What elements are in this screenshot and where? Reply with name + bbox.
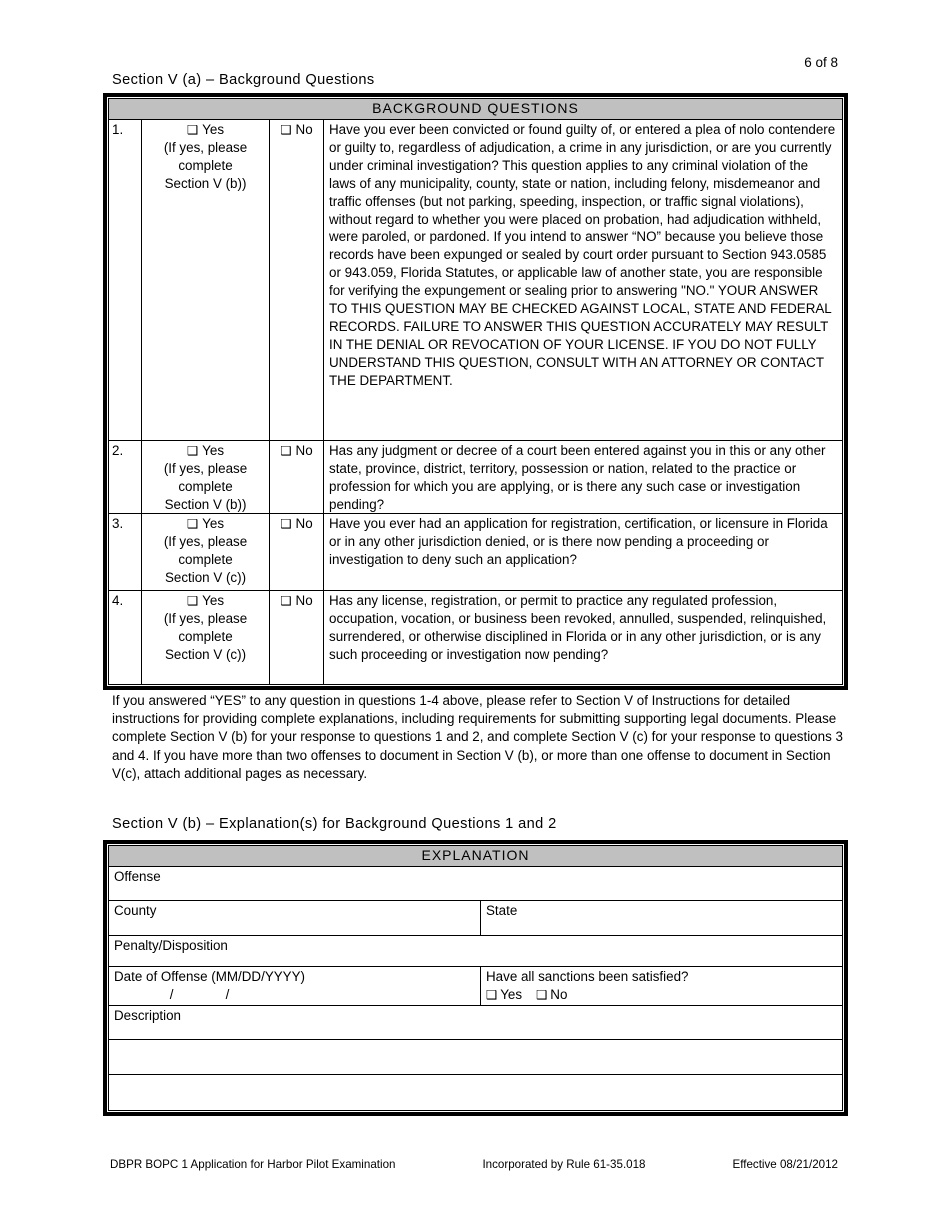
county-label: County	[114, 903, 157, 918]
yes-note-line: complete	[178, 478, 233, 494]
question-3-text-cell	[324, 514, 843, 591]
yes-note-line: Section V (b))	[164, 175, 247, 191]
offense-field[interactable]	[109, 867, 843, 901]
description-blank-row	[109, 1074, 843, 1110]
sanctions-yes-label: Yes	[500, 986, 523, 1002]
yes-checkbox-icon[interactable]: ❑	[186, 122, 199, 137]
question-number: 1.	[109, 120, 142, 441]
description-write-in-area[interactable]	[109, 1074, 843, 1110]
footer-rule: Incorporated by Rule 61-35.018	[482, 1158, 646, 1171]
date-of-offense-field[interactable]	[109, 967, 481, 1006]
no-checkbox-icon[interactable]: ❑	[280, 593, 292, 608]
explanation-table	[103, 840, 848, 1116]
question-number: 2.	[109, 441, 142, 514]
no-checkbox-icon[interactable]: ❑	[280, 443, 292, 458]
question-2-no-cell	[270, 441, 324, 514]
yes-note-line: (If yes, please	[163, 139, 248, 155]
penalty-row	[109, 936, 843, 967]
question-3-yes-cell	[142, 514, 270, 591]
question-2-yes-cell	[142, 441, 270, 514]
question-text: Has any judgment or decree of a court been entered against you in this or any other state, province, district, territory, possession or nation, related to the practice or profession for which you are applying, or is there any such case or investigation pending?	[329, 443, 826, 512]
sanctions-no-checkbox-icon[interactable]: ❑	[536, 986, 548, 1002]
footer-form-name: DBPR BOPC 1 Application for Harbor Pilot Examination	[110, 1158, 396, 1171]
state-field[interactable]	[481, 901, 843, 936]
question-2-text-cell	[324, 441, 843, 514]
question-row-2	[109, 441, 843, 514]
yes-label: Yes	[202, 122, 225, 137]
yes-note-line: (If yes, please	[163, 533, 248, 549]
yes-note-line: Section V (b))	[164, 496, 247, 512]
description-write-in-area[interactable]	[109, 1039, 843, 1074]
yes-checkbox-icon[interactable]: ❑	[186, 593, 199, 608]
question-number: 3.	[109, 514, 142, 591]
question-row-3	[109, 514, 843, 591]
background-questions-table	[103, 93, 848, 690]
state-label: State	[486, 903, 518, 918]
yes-label: Yes	[202, 443, 225, 458]
footer-effective-date: Effective 08/21/2012	[732, 1158, 838, 1171]
yes-label: Yes	[202, 516, 225, 531]
explanation-title: EXPLANATION	[109, 846, 843, 867]
offense-row	[109, 867, 843, 901]
question-4-yes-cell	[142, 591, 270, 685]
no-checkbox-icon[interactable]: ❑	[280, 122, 292, 137]
sanctions-no-label: No	[550, 986, 568, 1002]
yes-checkbox-icon[interactable]: ❑	[186, 443, 199, 458]
yes-note-line: complete	[178, 157, 233, 173]
question-3-no-cell	[270, 514, 324, 591]
yes-note-line: (If yes, please	[163, 460, 248, 476]
sanctions-yes-checkbox-icon[interactable]: ❑	[486, 986, 498, 1002]
question-row-1	[109, 120, 843, 441]
description-label: Description	[114, 1007, 181, 1023]
question-row-4	[109, 591, 843, 685]
yes-note-line: complete	[178, 551, 233, 567]
county-field[interactable]	[109, 901, 481, 936]
yes-note-line: Section V (c))	[164, 569, 247, 585]
description-row	[109, 1005, 843, 1039]
penalty-field[interactable]	[109, 936, 843, 967]
background-questions-title: BACKGROUND QUESTIONS	[109, 99, 843, 120]
no-label: No	[295, 516, 313, 531]
yes-note-line: complete	[178, 628, 233, 644]
question-1-yes-cell	[142, 120, 270, 441]
sanctions-field	[481, 967, 843, 1006]
penalty-label: Penalty/Disposition	[114, 938, 228, 953]
no-label: No	[295, 593, 313, 608]
yes-checkbox-icon[interactable]: ❑	[186, 516, 199, 531]
page-footer	[110, 1158, 838, 1171]
question-text: Has any license, registration, or permit to practice any regulated profession, occupation, vocation, or business been revoked, annulled, suspended, relinquished, surrendered, or otherwise disciplined in Florida or in any other jurisdiction, or is any such proceeding or investigation now pending?	[329, 593, 827, 662]
question-text: Have you ever had an application for registration, certification, or licensure in Florida or in any other jurisdiction denied, or is there now pending a proceeding or investigation to deny such an application?	[329, 516, 828, 567]
sanctions-label: Have all sanctions been satisfied?	[486, 969, 689, 984]
question-1-text-cell	[324, 120, 843, 441]
question-number: 4.	[109, 591, 142, 685]
no-label: No	[295, 122, 313, 137]
no-checkbox-icon[interactable]: ❑	[280, 516, 292, 531]
date-slashes: / /	[114, 986, 230, 1002]
date-sanctions-row	[109, 967, 843, 1006]
yes-note-line: (If yes, please	[163, 610, 248, 626]
section-b-heading: Section V (b) – Explanation(s) for Background Questions 1 and 2	[112, 816, 557, 832]
page-number: 6 of 8	[804, 55, 838, 70]
question-1-no-cell	[270, 120, 324, 441]
question-4-text-cell	[324, 591, 843, 685]
question-4-no-cell	[270, 591, 324, 685]
description-field[interactable]	[109, 1005, 843, 1039]
county-state-row	[109, 901, 843, 936]
offense-label: Offense	[114, 869, 161, 884]
yes-label: Yes	[202, 593, 225, 608]
no-label: No	[295, 443, 313, 458]
yes-note-line: Section V (c))	[164, 646, 247, 662]
description-blank-row	[109, 1039, 843, 1074]
instructions-paragraph: If you answered “YES” to any question in questions 1-4 above, please refer to Section V of Instructions for detailed instructions for providing complete explanations, including requirements for submitting supporting legal documents. Please complete Section V (b) for your response to questions 1 and 2, and complete Section V (c) for your response to questions 3 and 4. If you have more than two offenses to document in Section V (b), or more than one offense to document in Section V(c), attach additional pages as necessary.	[112, 693, 843, 781]
question-text: Have you ever been convicted or found guilty of, or entered a plea of nolo contendere or guilty to, regardless of adjudication, a crime in any jurisdiction, or are you currently under criminal investigation? This question applies to any criminal violation of the laws of any municipality, county, state or nation, including felony, misdemeanor and traffic offenses (but not parking, speeding, inspection, or traffic signal violations), without regard to whether you were placed on probation, had adjudication withheld, were paroled, or pardoned. If you intend to answer “NO” because you believe those records have been expunged or sealed by court order pursuant to Section 943.0585 or 943.059, Florida Statutes, or applicable law of another state, you are responsible for verifying the expungement or sealing prior to answering "NO." YOUR ANSWER TO THIS QUESTION MAY BE CHECKED AGAINST LOCAL, STATE AND FEDERAL RECORDS. FAILURE TO ANSWER THIS QUESTION ACCURATELY MAY RESULT IN THE DENIAL OR REVOCATION OF YOUR LICENSE. IF YOU DO NOT FULLY UNDERSTAND THIS QUESTION, CONSULT WITH AN ATTORNEY OR CONTACT THE DEPARTMENT.	[329, 122, 836, 388]
date-of-offense-label: Date of Offense (MM/DD/YYYY)	[114, 969, 305, 984]
table-header-row	[109, 99, 843, 120]
section-a-heading: Section V (a) – Background Questions	[112, 72, 375, 88]
table-header-row	[109, 846, 843, 867]
